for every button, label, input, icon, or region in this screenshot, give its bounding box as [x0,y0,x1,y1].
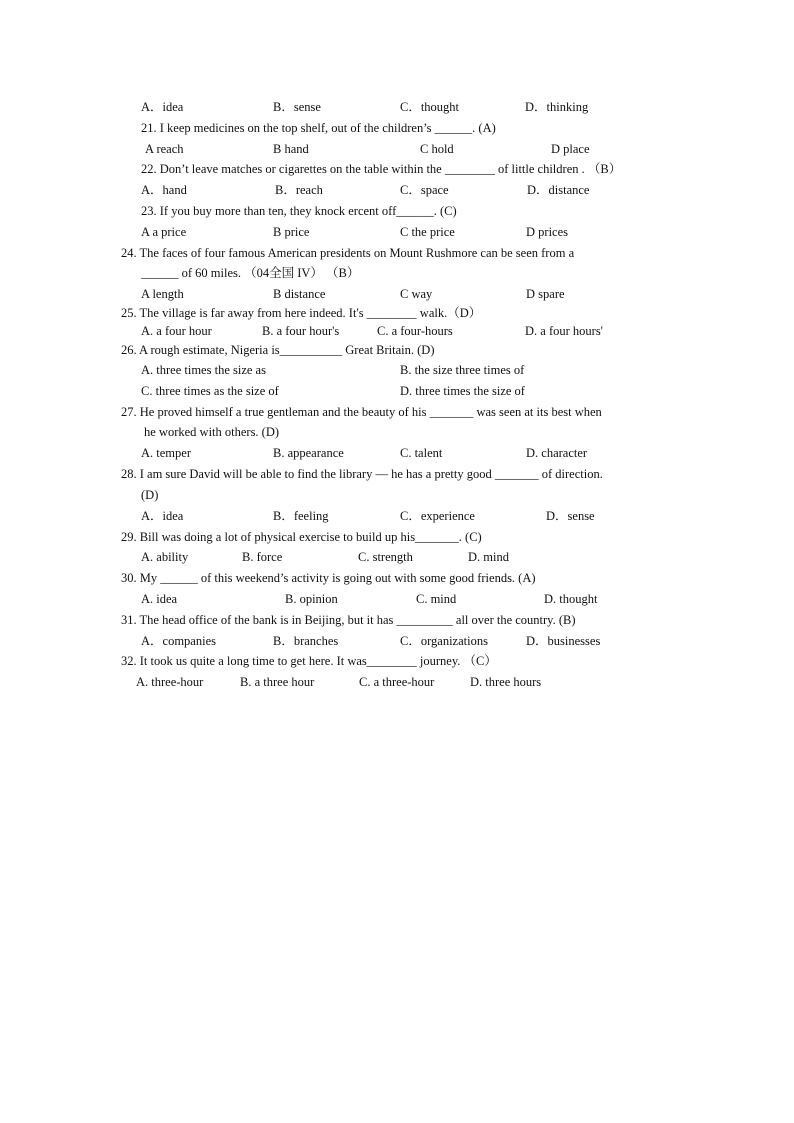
question-line [0,568,794,588]
question-line [0,118,794,138]
answer-option: D. character [526,446,588,460]
answer-option: A. three-hour [136,675,204,689]
option-row [0,180,794,200]
answer-option: D. three times the size of [400,384,525,398]
question-line [0,422,794,442]
question-text: 27. He proved himself a true gentleman and the beauty of his _______ was seen at its best when [121,405,602,419]
answer-option: B. appearance [273,446,344,460]
question-line [0,485,794,505]
answer-option: D．distance [527,183,590,197]
question-text: 26. A rough estimate, Nigeria is__________ Great Britain. (D) [121,343,435,357]
question-line [0,340,794,360]
answer-option: B. opinion [285,592,338,606]
answer-option: D spare [526,287,565,301]
answer-option: C way [400,287,433,301]
option-row [0,443,794,463]
option-row [0,139,794,159]
answer-option: C．organizations [400,634,488,648]
answer-option: C. a four-hours [377,324,453,338]
answer-option: D. mind [468,550,509,564]
question-line [0,159,794,179]
question-line [0,201,794,221]
question-text: he worked with others. (D) [144,425,280,439]
answer-option: B price [273,225,310,239]
answer-option: B．reach [275,183,323,197]
option-row [0,97,794,117]
answer-option: A length [141,287,184,301]
answer-option: C hold [420,142,454,156]
answer-option: A. idea [141,592,178,606]
answer-option: C. mind [416,592,457,606]
question-text: 30. My ______ of this weekend’s activity is going out with some good friends. (A) [121,571,536,585]
answer-option: B. a three hour [240,675,315,689]
answer-option: A. three times the size as [141,363,266,377]
answer-option: B. the size three times of [400,363,525,377]
answer-option: C. talent [400,446,443,460]
option-row [0,360,794,380]
answer-option: C．space [400,183,449,197]
answer-option: B．feeling [273,509,329,523]
question-text: 31. The head office of the bank is in Beijing, but it has _________ all over the country. (B) [121,613,576,627]
answer-option: A．idea [141,509,184,523]
answer-option: B. force [242,550,283,564]
answer-option: C. three times as the size of [141,384,279,398]
answer-option: D place [551,142,590,156]
option-row [0,506,794,526]
option-row [0,284,794,304]
option-row [0,672,794,692]
answer-option: C the price [400,225,455,239]
question-text: ______ of 60 miles. （04全国 IV） （B） [141,266,360,280]
option-row [0,321,794,341]
question-text: 32. It took us quite a long time to get here. It was________ journey. （C） [121,654,497,668]
option-row [0,381,794,401]
answer-option: A．hand [141,183,187,197]
answer-option: D. thought [544,592,598,606]
question-line [0,303,794,323]
answer-option: B．sense [273,100,321,114]
question-text: (D) [141,488,159,502]
answer-option: C. strength [358,550,413,564]
answer-option: A．idea [141,100,184,114]
question-line [0,610,794,630]
answer-option: B．branches [273,634,339,648]
answer-option: D. three hours [470,675,542,689]
option-row [0,589,794,609]
answer-option: A. temper [141,446,191,460]
question-text: 25. The village is far away from here indeed. It's ________ walk.（D） [121,306,482,320]
question-text: 29. Bill was doing a lot of physical exercise to build up his_______. (C) [121,530,482,544]
answer-option: B hand [273,142,309,156]
question-text: 22. Don’t leave matches or cigarettes on the table within the ________ of little children . （B） [141,162,622,176]
question-line [0,243,794,263]
answer-option: C．thought [400,100,460,114]
question-line [0,651,794,671]
answer-option: D．thinking [525,100,589,114]
question-line [0,527,794,547]
question-text: 28. I am sure David will be able to find the library — he has a pretty good _______ of direction. [121,467,603,481]
answer-option: A. ability [141,550,189,564]
question-text: 23. If you buy more than ten, they knock ercent off______. (C) [141,204,457,218]
answer-option: B. a four hour's [262,324,340,338]
answer-option: C．experience [400,509,475,523]
answer-option: D．sense [546,509,595,523]
answer-option: A. a four hour [141,324,212,338]
answer-option: C. a three-hour [359,675,435,689]
question-text: 24. The faces of four famous American presidents on Mount Rushmore can be seen from a [121,246,575,260]
question-line [0,402,794,422]
question-text: 21. I keep medicines on the top shelf, out of the children’s ______. (A) [141,121,496,135]
option-row [0,631,794,651]
answer-option: B distance [273,287,326,301]
answer-option: A．companies [141,634,216,648]
option-row [0,222,794,242]
answer-option: A a price [141,225,187,239]
answer-option: A reach [145,142,184,156]
question-line [0,263,794,283]
answer-option: D. a four hours' [525,324,603,338]
answer-option: D prices [526,225,568,239]
question-line [0,464,794,484]
answer-option: D．businesses [526,634,601,648]
option-row [0,547,794,567]
